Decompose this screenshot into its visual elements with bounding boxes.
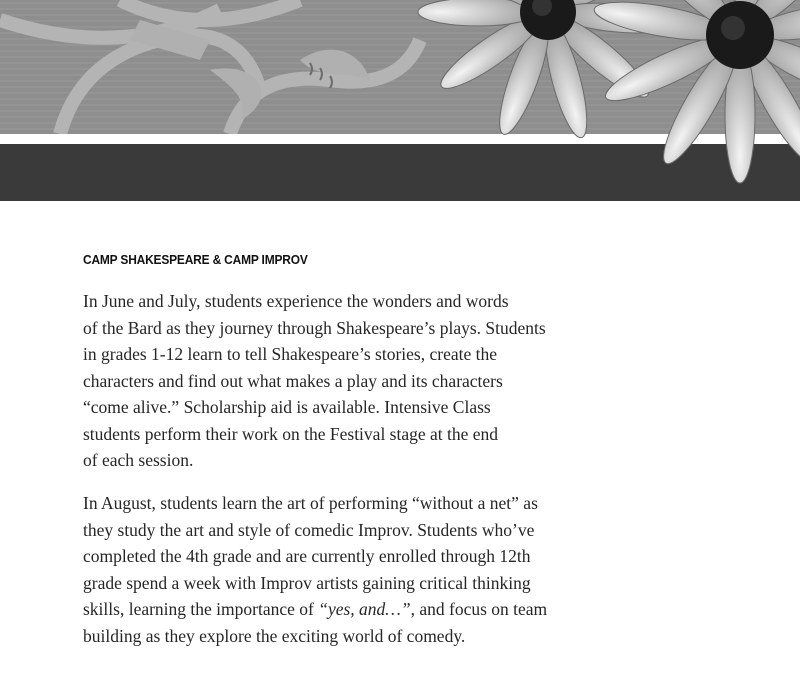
text-line: grade spend a week with Improv artists gaining critical thinking [83, 572, 531, 593]
paragraph-camp-improv [83, 490, 643, 649]
text-line: students perform their work on the Festival stage at the end [83, 423, 499, 444]
text-line: of the Bard as they journey through Shakespeare’s plays. Students [83, 317, 546, 338]
banner-artwork [0, 0, 800, 230]
text-line: building as they explore the exciting world of comedy. [83, 625, 466, 646]
text-line [83, 596, 643, 623]
text-line: characters and find out what makes a play and its characters [83, 370, 503, 391]
text-fragment: skills, learning the importance of [83, 599, 319, 619]
text-line: of each session. [83, 450, 194, 470]
text-line: “come alive.” Scholarship aid is available. Intensive Class [83, 397, 491, 417]
text-line: in grades 1-12 learn to tell Shakespeare’s stories, create the [83, 344, 498, 364]
section-heading: CAMP SHAKESPEARE & CAMP IMPROV [83, 252, 308, 267]
text-line: In August, students learn the art of performing “without a net” as [83, 493, 538, 513]
text-fragment: , and focus on team [410, 599, 548, 619]
paragraph-camp-shakespeare [83, 288, 643, 474]
text-line: In June and July, students experience the wonders and words [83, 291, 509, 311]
header-banner [0, 0, 800, 230]
text-line: they study the art and style of comedic Improv. Students who’ve [83, 519, 535, 540]
text-line: completed the 4th grade and are currently enrolled through 12th [83, 546, 531, 566]
italic-phrase: “yes, and…” [318, 599, 411, 619]
